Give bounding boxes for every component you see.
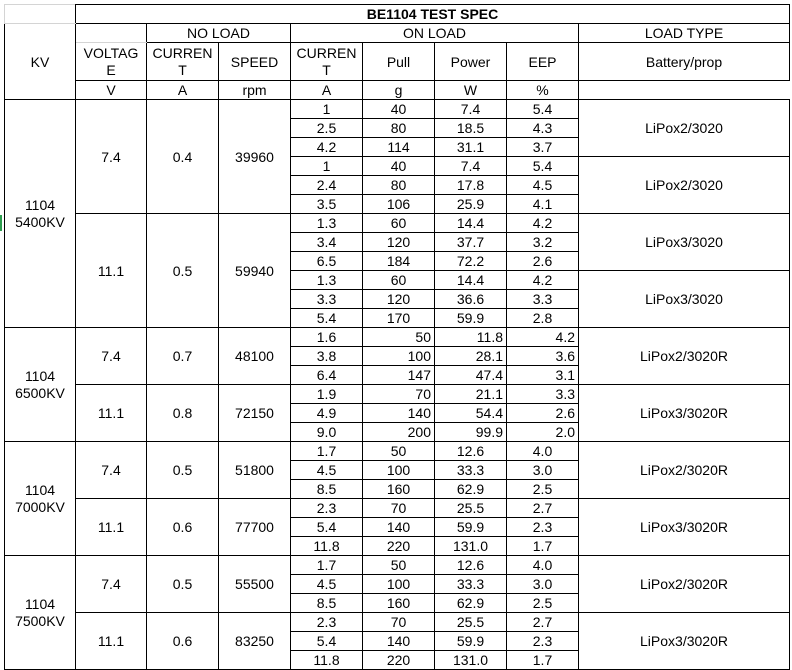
no-load-current-cell: 0.6 [147, 499, 219, 556]
speed-cell: 55500 [219, 556, 291, 613]
on-load-current-cell: 6.5 [291, 252, 363, 271]
pull-cell: 170 [363, 309, 435, 328]
no-load-current-cell: 0.4 [147, 100, 219, 214]
on-load-current-cell: 3.4 [291, 233, 363, 252]
unit-on-load-current: A [291, 81, 363, 100]
pull-cell: 200 [363, 423, 435, 442]
on-load-current-cell: 9.0 [291, 423, 363, 442]
table-row [5, 100, 790, 119]
pull-cell: 147 [363, 366, 435, 385]
load-type-cell: LiPox3/3020R [579, 613, 790, 670]
kv-header: KV [5, 24, 76, 100]
voltage-header: VOLTAGE [76, 43, 147, 81]
on-load-current-cell: 5.4 [291, 309, 363, 328]
eep-cell: 2.6 [507, 404, 579, 423]
on-load-current-cell: 1.7 [291, 556, 363, 575]
voltage-cell: 7.4 [76, 556, 147, 613]
voltage-cell: 11.1 [76, 214, 147, 328]
power-cell: 7.4 [435, 157, 507, 176]
power-cell: 33.3 [435, 575, 507, 594]
corner-cell [5, 5, 76, 24]
on-load-current-header: CURRENT [291, 43, 363, 81]
eep-cell: 2.7 [507, 613, 579, 632]
eep-cell: 2.3 [507, 518, 579, 537]
power-cell: 36.6 [435, 290, 507, 309]
no-load-header: NO LOAD [147, 24, 291, 43]
voltage-cell: 11.1 [76, 613, 147, 670]
power-cell: 131.0 [435, 537, 507, 556]
pull-cell: 114 [363, 138, 435, 157]
power-cell: 59.9 [435, 632, 507, 651]
pull-cell: 140 [363, 632, 435, 651]
pull-header: Pull [363, 43, 435, 81]
eep-cell: 3.3 [507, 385, 579, 404]
unit-power: W [435, 81, 507, 100]
on-load-current-cell: 1.7 [291, 442, 363, 461]
pull-cell: 50 [363, 328, 435, 347]
pull-cell: 106 [363, 195, 435, 214]
load-type-cell: LiPox2/3020R [579, 328, 790, 385]
table-row [5, 442, 790, 461]
power-cell: 37.7 [435, 233, 507, 252]
power-cell: 131.0 [435, 651, 507, 670]
load-type-cell: LiPox3/3020R [579, 499, 790, 556]
on-load-current-cell: 3.8 [291, 347, 363, 366]
power-cell: 72.2 [435, 252, 507, 271]
load-type-cell: LiPox3/3020 [579, 271, 790, 328]
on-load-current-cell: 2.4 [291, 176, 363, 195]
eep-cell: 2.5 [507, 594, 579, 613]
on-load-current-cell: 1.9 [291, 385, 363, 404]
pull-cell: 140 [363, 518, 435, 537]
pull-cell: 80 [363, 119, 435, 138]
eep-cell: 2.8 [507, 309, 579, 328]
power-cell: 25.5 [435, 499, 507, 518]
unit-pull: g [363, 81, 435, 100]
pull-cell: 100 [363, 575, 435, 594]
load-type-cell: LiPox2/3020 [579, 100, 790, 157]
test-spec-table [4, 4, 790, 670]
no-load-current-cell: 0.7 [147, 328, 219, 385]
power-cell: 28.1 [435, 347, 507, 366]
pull-cell: 70 [363, 499, 435, 518]
power-cell: 59.9 [435, 309, 507, 328]
pull-cell: 184 [363, 252, 435, 271]
table-row [5, 499, 790, 518]
speed-cell: 72150 [219, 385, 291, 442]
no-load-current-cell: 0.5 [147, 442, 219, 499]
table-row [5, 556, 790, 575]
eep-cell: 4.0 [507, 556, 579, 575]
on-load-current-cell: 1 [291, 157, 363, 176]
voltage-cell: 7.4 [76, 442, 147, 499]
voltage-cell: 7.4 [76, 328, 147, 385]
on-load-current-cell: 4.5 [291, 575, 363, 594]
on-load-header: ON LOAD [291, 24, 579, 43]
on-load-current-cell: 1 [291, 100, 363, 119]
pull-cell: 50 [363, 442, 435, 461]
power-cell: 25.9 [435, 195, 507, 214]
eep-cell: 2.7 [507, 499, 579, 518]
eep-cell: 1.7 [507, 651, 579, 670]
pull-cell: 40 [363, 157, 435, 176]
speed-cell: 39960 [219, 100, 291, 214]
on-load-current-cell: 3.3 [291, 290, 363, 309]
unit-eep: % [507, 81, 579, 100]
unit-speed: rpm [219, 81, 291, 100]
motor-kv-cell: 1104 5400KV [5, 100, 76, 328]
motor-kv-cell: 1104 6500KV [5, 328, 76, 442]
eep-cell: 2.5 [507, 480, 579, 499]
power-cell: 17.8 [435, 176, 507, 195]
no-load-current-cell: 0.5 [147, 556, 219, 613]
table-row [5, 328, 790, 347]
power-cell: 47.4 [435, 366, 507, 385]
eep-cell: 4.5 [507, 176, 579, 195]
eep-cell: 3.3 [507, 290, 579, 309]
eep-cell: 3.1 [507, 366, 579, 385]
power-cell: 25.5 [435, 613, 507, 632]
pull-cell: 70 [363, 385, 435, 404]
eep-cell: 1.7 [507, 537, 579, 556]
no-load-current-cell: 0.5 [147, 214, 219, 328]
pull-cell: 140 [363, 404, 435, 423]
eep-cell: 4.2 [507, 214, 579, 233]
speed-cell: 51800 [219, 442, 291, 499]
on-load-current-cell: 1.3 [291, 271, 363, 290]
on-load-current-cell: 2.3 [291, 613, 363, 632]
pull-cell: 60 [363, 214, 435, 233]
power-cell: 54.4 [435, 404, 507, 423]
eep-cell: 3.2 [507, 233, 579, 252]
load-type-cell: LiPox2/3020 [579, 157, 790, 214]
table-row [5, 385, 790, 404]
power-cell: 59.9 [435, 518, 507, 537]
power-cell: 18.5 [435, 119, 507, 138]
pull-cell: 50 [363, 556, 435, 575]
on-load-current-cell: 11.8 [291, 651, 363, 670]
pull-cell: 100 [363, 461, 435, 480]
power-cell: 62.9 [435, 480, 507, 499]
on-load-current-cell: 8.5 [291, 594, 363, 613]
eep-cell: 4.3 [507, 119, 579, 138]
on-load-current-cell: 1.6 [291, 328, 363, 347]
power-cell: 21.1 [435, 385, 507, 404]
row-selection-marker [0, 215, 2, 231]
load-type-header: LOAD TYPE [579, 24, 790, 43]
speed-header: SPEED [219, 43, 291, 81]
pull-cell: 220 [363, 651, 435, 670]
eep-cell: 4.2 [507, 328, 579, 347]
eep-cell: 4.2 [507, 271, 579, 290]
table-title: BE1104 TEST SPEC [76, 5, 790, 24]
no-load-current-cell: 0.8 [147, 385, 219, 442]
pull-cell: 80 [363, 176, 435, 195]
on-load-current-cell: 11.8 [291, 537, 363, 556]
eep-header: EEP [507, 43, 579, 81]
power-cell: 11.8 [435, 328, 507, 347]
power-cell: 31.1 [435, 138, 507, 157]
on-load-current-cell: 4.2 [291, 138, 363, 157]
battery-prop-header: Battery/prop [579, 43, 790, 81]
power-cell: 14.4 [435, 271, 507, 290]
eep-cell: 3.0 [507, 461, 579, 480]
pull-cell: 40 [363, 100, 435, 119]
speed-cell: 83250 [219, 613, 291, 670]
table-row [5, 613, 790, 632]
power-cell: 7.4 [435, 100, 507, 119]
pull-cell: 100 [363, 347, 435, 366]
motor-kv-cell: 1104 7000KV [5, 442, 76, 556]
load-type-cell: LiPox2/3020R [579, 556, 790, 613]
eep-cell: 3.7 [507, 138, 579, 157]
power-cell: 33.3 [435, 461, 507, 480]
on-load-current-cell: 2.3 [291, 499, 363, 518]
power-header: Power [435, 43, 507, 81]
no-load-current-cell: 0.6 [147, 613, 219, 670]
voltage-cell: 7.4 [76, 100, 147, 214]
power-cell: 12.6 [435, 556, 507, 575]
eep-cell: 4.0 [507, 442, 579, 461]
pull-cell: 70 [363, 613, 435, 632]
voltage-cell: 11.1 [76, 499, 147, 556]
on-load-current-cell: 2.5 [291, 119, 363, 138]
power-cell: 99.9 [435, 423, 507, 442]
pull-cell: 60 [363, 271, 435, 290]
eep-cell: 2.3 [507, 632, 579, 651]
table-row [5, 214, 790, 233]
pull-cell: 120 [363, 290, 435, 309]
on-load-current-cell: 4.5 [291, 461, 363, 480]
speed-cell: 48100 [219, 328, 291, 385]
speed-cell: 59940 [219, 214, 291, 328]
load-type-cell: LiPox3/3020 [579, 214, 790, 271]
eep-cell: 5.4 [507, 100, 579, 119]
eep-cell: 3.0 [507, 575, 579, 594]
eep-cell: 5.4 [507, 157, 579, 176]
power-cell: 12.6 [435, 442, 507, 461]
load-type-cell: LiPox2/3020R [579, 442, 790, 499]
power-cell: 14.4 [435, 214, 507, 233]
eep-cell: 2.6 [507, 252, 579, 271]
on-load-current-cell: 4.9 [291, 404, 363, 423]
unit-voltage: V [76, 81, 147, 100]
unit-no-load-current: A [147, 81, 219, 100]
on-load-current-cell: 6.4 [291, 366, 363, 385]
power-cell: 62.9 [435, 594, 507, 613]
blank-header-cell [76, 24, 147, 43]
load-type-cell: LiPox3/3020R [579, 385, 790, 442]
pull-cell: 160 [363, 480, 435, 499]
pull-cell: 120 [363, 233, 435, 252]
on-load-current-cell: 3.5 [291, 195, 363, 214]
speed-cell: 77700 [219, 499, 291, 556]
eep-cell: 2.0 [507, 423, 579, 442]
on-load-current-cell: 8.5 [291, 480, 363, 499]
pull-cell: 220 [363, 537, 435, 556]
eep-cell: 4.1 [507, 195, 579, 214]
on-load-current-cell: 5.4 [291, 632, 363, 651]
pull-cell: 160 [363, 594, 435, 613]
on-load-current-cell: 5.4 [291, 518, 363, 537]
on-load-current-cell: 1.3 [291, 214, 363, 233]
voltage-cell: 11.1 [76, 385, 147, 442]
eep-cell: 3.6 [507, 347, 579, 366]
no-load-current-header: CURRENT [147, 43, 219, 81]
motor-kv-cell: 1104 7500KV [5, 556, 76, 670]
